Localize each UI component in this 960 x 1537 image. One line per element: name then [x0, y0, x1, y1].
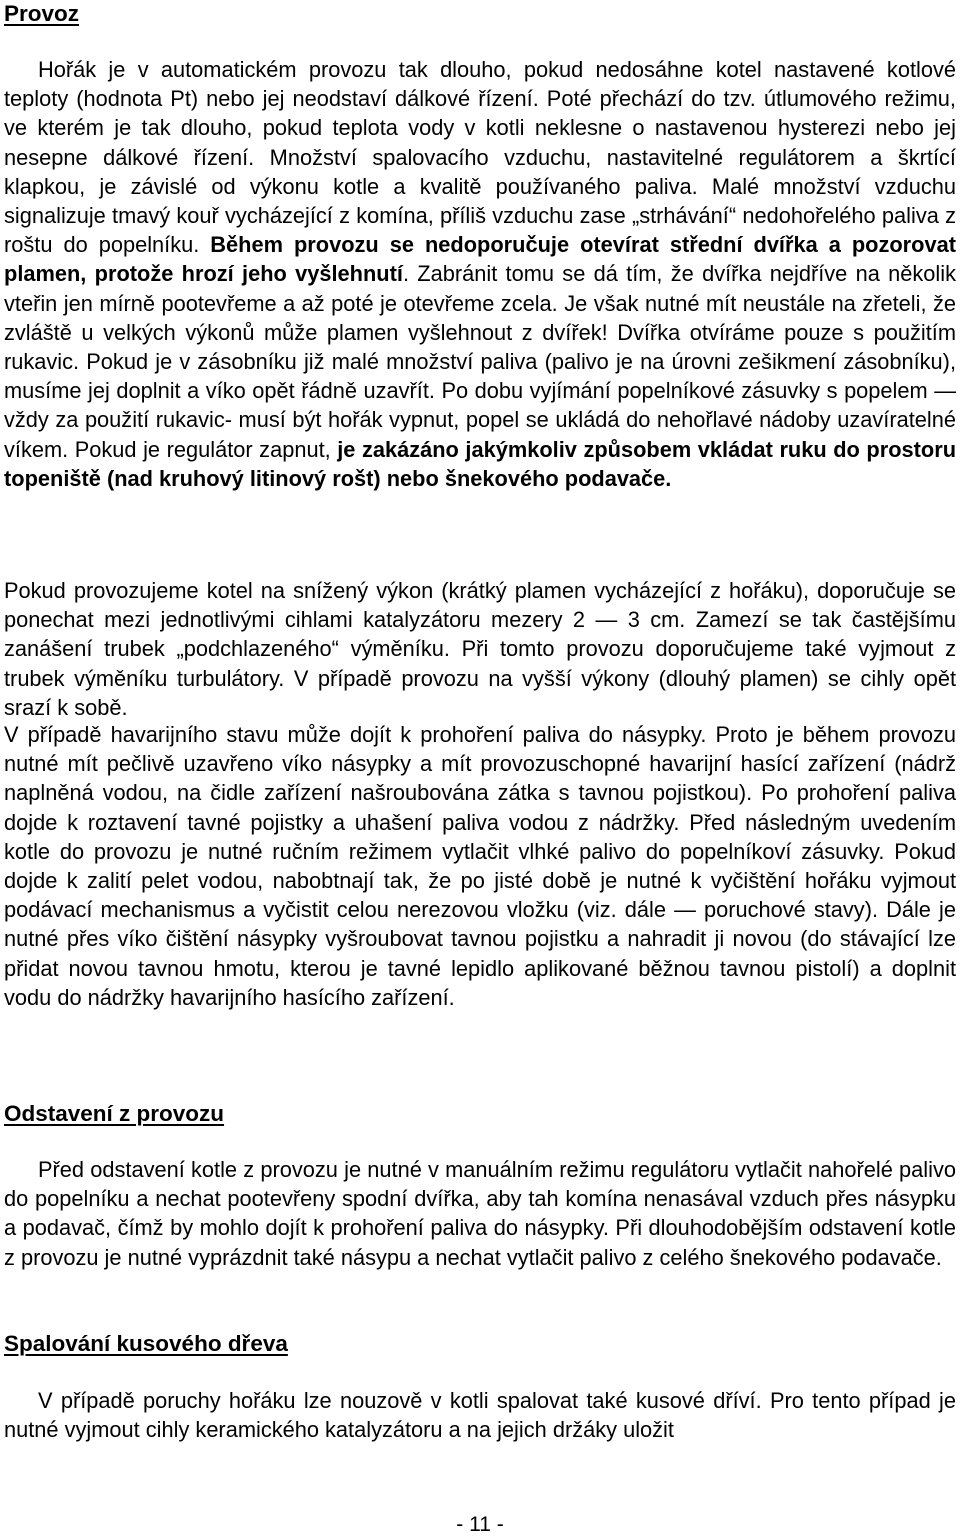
warning-text-bold: je zakázáno jakýmkoliv způsobem vkládat ruku do prostoru topeniště (nad kruhový litinový rošt) nebo šnekového podavače. [4, 436, 957, 491]
page-number: - 11 - [456, 1513, 504, 1536]
paragraph-emergency-state: V případě havarijního stavu může dojít k prohoření paliva do násypky. Proto je během provozu nutné mít pečlivě uzavřeno víko násypky a mít provozuschopné havarijní hasící zařízení (nádrž naplněná vodou, na čidle zařízení našroubována zátka s tavnou pojistkou). Po prohoření paliva dojde k roztavení tavné pojistky a uhašení paliva vodou z nádržky. Před následným uvedením kotle do provozu je nutné ručním režimem vytlačit vlhké palivo do popelníkoví zásuvky. Pokud dojde k zalití pelet vodou, nabobtnají tak, že po jisté době je nutné k vyčištění hořáku vyjmout podávací mechanismus a vyčistit celou nerezovou vložku (viz. dále — poruchové stavy). Dále je nutné přes víko čištění násypky vyšroubovat tavnou pojistku a nahradit ji novou (do stávající lze přidat novou tavnou hmotu, kterou je tavné lepidlo aplikované běžnou tavnou pistolí) a doplnit vodu do nádržky havarijního hasícího zařízení. [4, 722, 956, 1010]
paragraph-text: . Zabránit tomu se dá tím, že dvířka nejdříve na několik vteřin jen mírně pootevřeme a až poté je otevřeme zcela. Je však nutné mít neustále na zřeteli, že zvláště u velkých výkonů může plamen vyšlehnout z dvířek! Dvířka otvíráme pouze s použitím rukavic. Pokud je v zásobníku již malé množství paliva (palivo je na úrovni zešikmení zásobníku), musíme jej doplnit a víko opět řádně uzavřít. Po dobu vyjímání popelníkové zásuvky s popelem — vždy za použití rukavic- musí být hořák vypnut, popel se ukládá do nehořlavé nádoby uzavíratelné víkem. Pokud je regulátor zapnut, [4, 261, 956, 462]
section-heading-provoz: Provoz [4, 1, 80, 26]
paragraph-shutdown: Před odstavení kotle z provozu je nutné v manuálním režimu regulátoru vytlačit nahořelé palivo do popelníku a nechat pootevřeny spodní dvířka, aby tah komína nenasával vzduch přes násypku a podavač, čímž by mohlo dojít k prohoření paliva do násypky. Při dlouhodobějším odstavení kotle z provozu je nutné vyprázdnit také násypu a nechat vytlačit palivo z celého šnekového podavače. [4, 1157, 956, 1270]
paragraph-wood-burning: V případě poruchy hořáku lze nouzově v kotli spalovat také kusové dříví. Pro tento případ je nutné vyjmout cihly keramického katalyzátoru a na jejich držáky uložit [4, 1388, 956, 1443]
section-heading-spalovani-dreva: Spalování kusového dřeva [4, 1331, 288, 1356]
section-heading-odstaveni: Odstavení z provozu [4, 1101, 225, 1126]
paragraph-provoz-operation [4, 55, 956, 493]
warning-text-bold: Během provozu se nedoporučuje otevírat střední dvířka a pozorovat plamen, protože hrozí jeho vyšlehnutí [4, 232, 956, 287]
paragraph-reduced-output: Pokud provozujeme kotel na snížený výkon (krátký plamen vycházející z hořáku), doporučuje se ponechat mezi jednotlivými cihlami katalyzátoru mezery 2 — 3 cm. Zamezí se tak častějšímu zanášení trubek „podchlazeného“ výměníku. Při tomto provozu doporučujeme také vyjmout z trubek výměníku turbulátory. V případě provozu na vyšší výkony (dlouhý plamen) se cihly opět srazí k sobě. [4, 578, 956, 720]
paragraph-text: Hořák je v automatickém provozu tak dlouho, pokud nedosáhne kotel nastavené kotlové teploty (hodnota Pt) nebo jej neodstaví dálkové řízení. Poté přechází do tzv. útlumového režimu, ve kterém je tak dlouho, pokud teplota vody v kotli neklesne o nastavenou hysterezi nebo jej nesepne dálkové řízení. Množství spalovacího vzduchu, nastavitelné regulátorem a škrtící klapkou, je závislé od výkonu kotle a kvalitě používaného paliva. Malé množství vzduchu signalizuje tmavý kouř vycházející z komína, příliš vzduchu zase „strhávání“ nedohořelého paliva z roštu do popelníku. [4, 57, 956, 258]
